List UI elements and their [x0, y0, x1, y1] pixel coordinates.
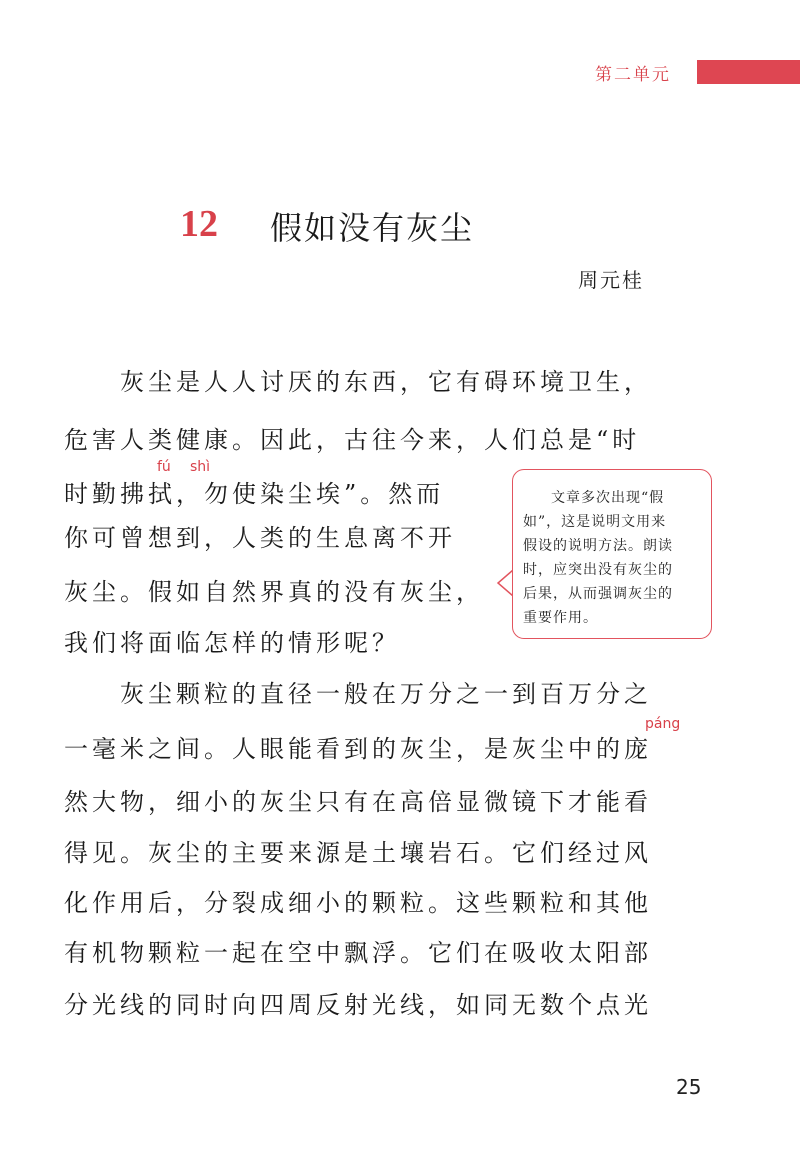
text-line: 时勤拂拭，勿使染尘埃”。然而: [64, 480, 445, 508]
lesson-number: 12: [180, 203, 218, 245]
text-line: 有机物颗粒一起在空中飘浮。它们在吸收太阳部: [64, 939, 652, 967]
text-line: 你可曾想到，人类的生息离不开: [64, 524, 456, 552]
text-line: 我们将面临怎样的情形呢？: [64, 629, 400, 657]
pinyin-annotation: shì: [190, 459, 211, 475]
text-line: 化作用后，分裂成细小的颗粒。这些颗粒和其他: [64, 889, 652, 917]
note-line: 时，应突出没有灰尘的: [523, 562, 673, 578]
note-line: 重要作用。: [523, 610, 598, 626]
side-note: [512, 469, 712, 639]
note-line: 后果，从而强调灰尘的: [523, 586, 673, 602]
note-line: 文章多次出现“假: [551, 490, 665, 506]
text-line: 灰尘颗粒的直径一般在万分之一到百万分之: [64, 680, 652, 708]
text-line: 灰尘。假如自然界真的没有灰尘，: [64, 578, 484, 606]
text-line: 一毫米之间。人眼能看到的灰尘，是灰尘中的庞: [64, 735, 652, 763]
page-number: 25: [676, 1075, 702, 1099]
text-line: 灰尘是人人讨厌的东西，它有碍环境卫生，: [64, 368, 652, 396]
text-line: 分光线的同时向四周反射光线，如同无数个点光: [64, 991, 652, 1019]
unit-color-bar: [697, 60, 800, 84]
pinyin-annotation: páng: [645, 716, 681, 732]
text-line: 危害人类健康。因此，古往今来，人们总是“时: [64, 426, 641, 454]
lesson-title: 假如没有灰尘: [270, 209, 475, 247]
unit-label: 第二单元: [595, 65, 671, 85]
pinyin-annotation: fú: [157, 459, 171, 475]
text-line: 得见。灰尘的主要来源是土壤岩石。它们经过风: [64, 839, 652, 867]
note-line: 假设的说明方法。朗读: [523, 538, 673, 554]
author-name: 周元桂: [578, 268, 644, 292]
text-line: 然大物，细小的灰尘只有在高倍显微镜下才能看: [64, 788, 652, 816]
note-line: 如”，这是说明文用来: [523, 514, 667, 530]
